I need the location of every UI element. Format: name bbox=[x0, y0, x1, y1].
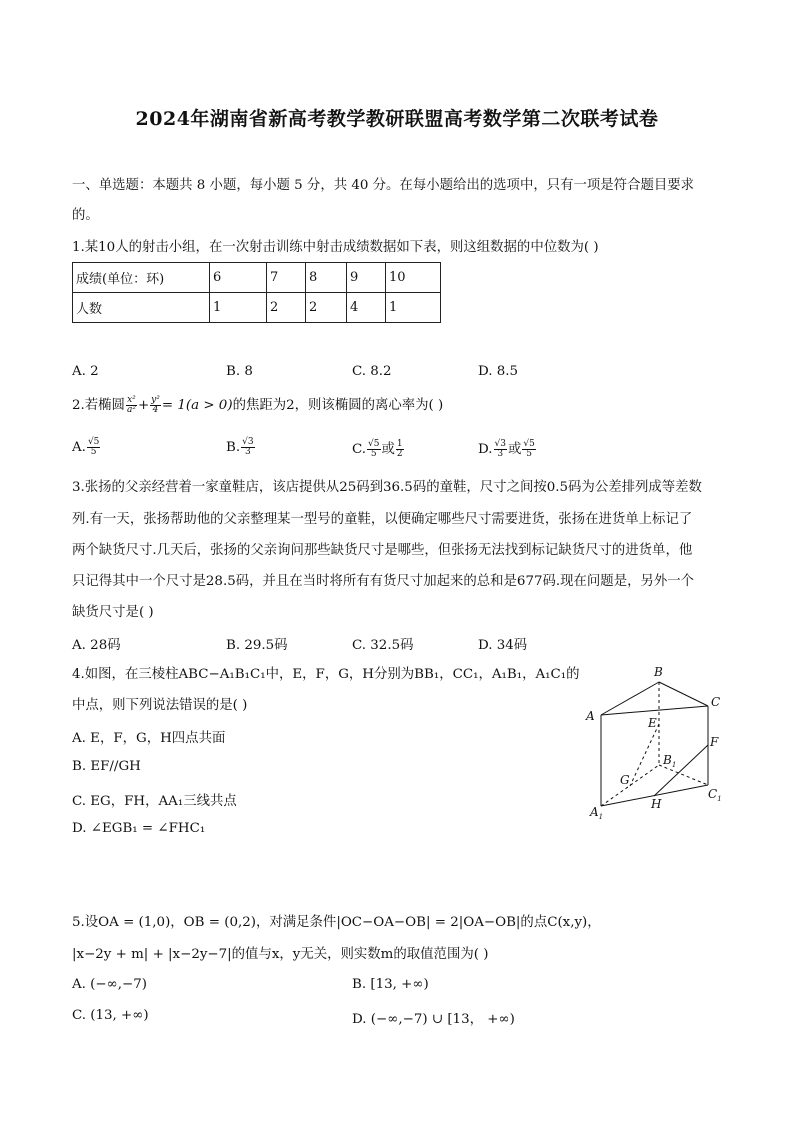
frac-den: 5 bbox=[526, 449, 532, 459]
table-row bbox=[73, 293, 441, 323]
label-E: E bbox=[648, 716, 657, 730]
table-cell: 10 bbox=[386, 263, 441, 293]
label-C: C bbox=[711, 695, 721, 709]
label-main: A bbox=[590, 805, 599, 819]
option-fraction bbox=[241, 438, 254, 457]
option-fraction bbox=[522, 440, 535, 459]
option-label: B. bbox=[226, 440, 241, 455]
label-sub: 1 bbox=[671, 761, 677, 769]
q3-option-c: C. 32.5码 bbox=[352, 638, 414, 653]
eq-y-num: y² bbox=[151, 395, 160, 405]
eq-fraction-y bbox=[150, 396, 161, 415]
frac-den: 3 bbox=[497, 449, 504, 459]
frac-den: 5 bbox=[370, 449, 377, 459]
eq-x-num: x² bbox=[127, 395, 136, 405]
frac-num: √3 bbox=[242, 437, 254, 447]
label-F: F bbox=[710, 735, 719, 749]
label-B1 bbox=[662, 753, 676, 769]
label-main: C bbox=[708, 787, 718, 801]
q5-stem-line2: |x−2y + m| + |x−2y−7|的值与x，y无关，则实数m的取值范围为( ) bbox=[72, 947, 489, 962]
table-cell: 9 bbox=[347, 263, 386, 293]
q2-option-c bbox=[352, 438, 405, 459]
q4-option-c: C. EG，FH，AA₁三线共点 bbox=[72, 794, 237, 809]
table-cell: 1 bbox=[386, 293, 441, 323]
q4-stem-line1: 4.如图，在三棱柱ABC−A₁B₁C₁中，E，F，G，H分别为BB₁，CC₁，A₁B₁，A₁C₁的 bbox=[72, 667, 580, 682]
q5-option-c: C. (13, +∞) bbox=[72, 1008, 149, 1023]
label-B: B bbox=[654, 665, 663, 679]
option-label: C. bbox=[352, 442, 367, 457]
label-sub: 1 bbox=[598, 813, 604, 821]
frac-den: 2 bbox=[396, 449, 403, 459]
q2-stem-b: 的焦距为2，则该椭圆的离心率为( ) bbox=[232, 398, 444, 413]
frac-num: √5 bbox=[87, 437, 100, 447]
q3-option-d: D. 34码 bbox=[478, 638, 528, 653]
q2-option-a bbox=[72, 438, 101, 457]
option-fraction bbox=[494, 440, 507, 459]
edge-BC bbox=[659, 682, 708, 706]
label-A1 bbox=[589, 805, 603, 821]
or-word: 或 bbox=[381, 442, 395, 457]
label-G: G bbox=[620, 773, 630, 787]
table-cell: 成绩(单位：环) bbox=[73, 263, 210, 293]
q1-option-b: B. 8 bbox=[226, 364, 253, 379]
q1-stem: 1.某10人的射击小组，在一次射击训练中射击成绩数据如下表，则这组数据的中位数为( ) bbox=[72, 240, 599, 255]
frac-den: 5 bbox=[90, 447, 97, 457]
q3-option-b: B. 29.5码 bbox=[226, 638, 288, 653]
edge-AB bbox=[601, 682, 659, 715]
prism-figure bbox=[578, 660, 728, 822]
q1-option-d: D. 8.5 bbox=[478, 364, 519, 379]
q4-option-d: D. ∠EGB₁ = ∠FHC₁ bbox=[72, 821, 206, 836]
frac-num: 1 bbox=[396, 439, 403, 449]
label-sub: 1 bbox=[717, 795, 722, 803]
label-A: A bbox=[586, 709, 595, 723]
section-instruction-line2: 的。 bbox=[72, 208, 99, 223]
q2-option-b bbox=[226, 438, 256, 457]
table-cell: 1 bbox=[210, 293, 267, 323]
q2-stem bbox=[72, 396, 443, 416]
q4-stem-line2: 中点，则下列说法错误的是( ) bbox=[72, 698, 248, 713]
label-main: B bbox=[663, 753, 672, 767]
q3-option-a: A. 28码 bbox=[72, 638, 121, 653]
frac-num: √5 bbox=[523, 439, 535, 449]
frac-den: 3 bbox=[244, 447, 251, 457]
table-cell: 6 bbox=[210, 263, 267, 293]
eq-fraction-x bbox=[126, 396, 137, 415]
q3-line: 只记得其中一个尺寸是28.5码，并且在当时将所有有货尺寸加起来的总和是677码.现在问题是，另外一个 bbox=[72, 574, 695, 589]
q5-option-d: D. (−∞,−7) ∪ [13， +∞) bbox=[352, 1012, 515, 1027]
page-title: 2024年湖南省新高考教学教研联盟高考数学第二次联考试卷 bbox=[135, 108, 659, 130]
label-H: H bbox=[651, 797, 662, 811]
frac-num: √5 bbox=[368, 439, 380, 449]
q5-option-b: B. [13, +∞) bbox=[352, 977, 429, 992]
score-table bbox=[72, 262, 441, 323]
or-word: 或 bbox=[507, 442, 522, 457]
option-label: D. bbox=[478, 442, 493, 457]
table-cell: 4 bbox=[347, 293, 386, 323]
option-fraction bbox=[367, 440, 380, 459]
q3-line: 缺货尺寸是( ) bbox=[72, 605, 154, 620]
q3-line: 列.有一天，张扬帮助他的父亲整理某一型号的童鞋，以便确定哪些尺寸需要进货，张扬在进货单上标记了 bbox=[72, 512, 693, 527]
eq-y-den: 4 bbox=[152, 405, 159, 415]
option-fraction bbox=[87, 438, 100, 457]
q1-option-c: C. 8.2 bbox=[352, 364, 392, 379]
q5-stem-line1: 5.设OA = (1,0)，OB = (0,2)，对满足条件|OC−OA−OB| = 2|OA−OB|的点C(x,y)， bbox=[72, 915, 601, 930]
option-fraction bbox=[396, 440, 404, 459]
table-cell: 8 bbox=[306, 263, 347, 293]
eq-plus: + bbox=[137, 398, 150, 413]
label-C1 bbox=[708, 787, 722, 803]
q3-line: 3.张扬的父亲经营着一家童鞋店，该店提供从25码到36.5码的童鞋，尺寸之间按0.5码为公差排列成等差数 bbox=[72, 480, 702, 495]
section-instruction-line1: 一、单选题：本题共 8 小题，每小题 5 分，共 40 分。在每小题给出的选项中，只有一项是符合题目要求 bbox=[72, 178, 695, 193]
q4-option-a: A. E，F，G，H四点共面 bbox=[72, 731, 226, 746]
eq-rest: = 1(a > 0) bbox=[161, 398, 233, 413]
q2-option-d bbox=[478, 438, 537, 459]
q4-option-b: B. EF//GH bbox=[72, 759, 141, 774]
table-row bbox=[73, 263, 441, 293]
table-cell: 7 bbox=[267, 263, 306, 293]
edge-AC bbox=[601, 706, 708, 715]
table-cell: 人数 bbox=[73, 293, 210, 323]
option-label: A. bbox=[72, 440, 86, 455]
table-cell: 2 bbox=[306, 293, 347, 323]
eq-x-den: a² bbox=[126, 405, 136, 415]
q3-line: 两个缺货尺寸.几天后，张扬的父亲询问那些缺货尺寸是哪些，但张扬无法找到标记缺货尺寸的进货单，他 bbox=[72, 543, 693, 558]
table-cell: 2 bbox=[267, 293, 306, 323]
q1-option-a: A. 2 bbox=[72, 364, 99, 379]
q2-stem-a: 2.若椭圆 bbox=[72, 398, 125, 413]
segment-EG bbox=[630, 724, 659, 786]
frac-num: √3 bbox=[494, 439, 506, 449]
q5-option-a: A. (−∞,−7) bbox=[72, 977, 148, 992]
